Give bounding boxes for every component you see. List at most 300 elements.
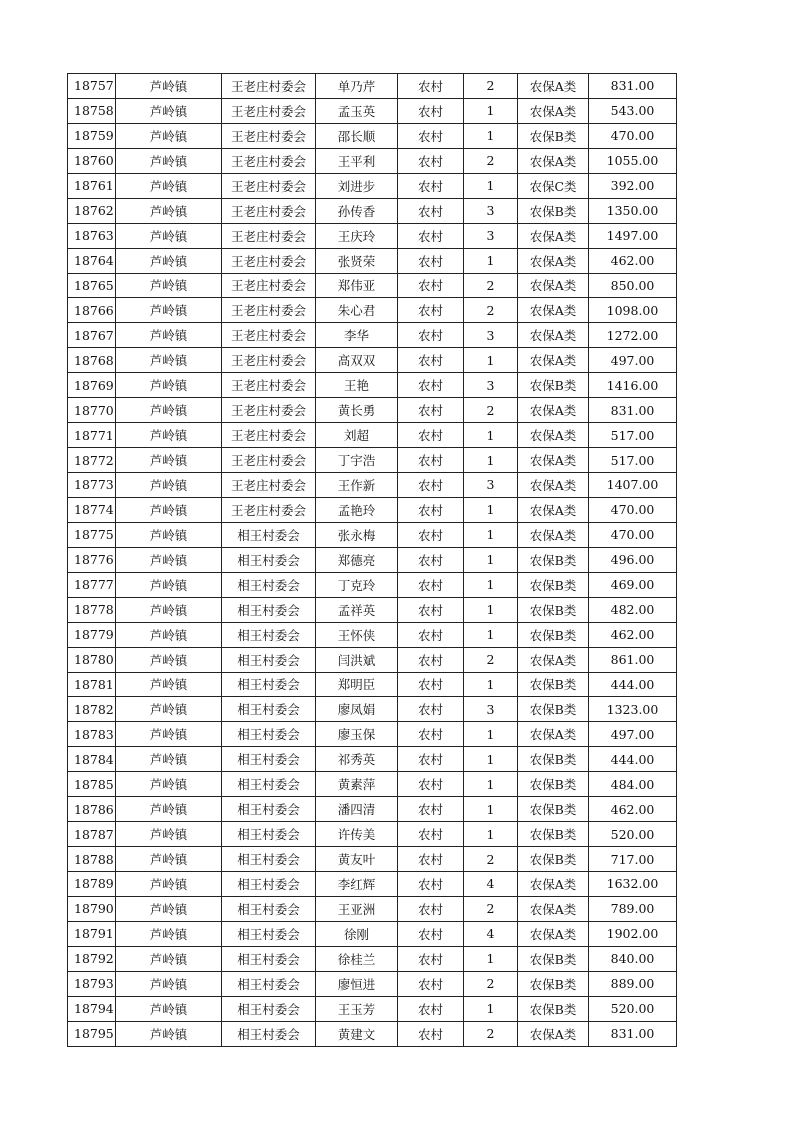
household-size-cell: 1 — [464, 547, 518, 572]
table-row — [68, 872, 677, 897]
table-row — [68, 74, 677, 99]
category-cell: 农保A类 — [518, 223, 589, 248]
name-cell: 孟玉英 — [316, 98, 398, 123]
area-type-cell: 农村 — [398, 273, 464, 298]
village-committee-cell: 王老庄村委会 — [222, 273, 316, 298]
village-committee-cell: 相王村委会 — [222, 772, 316, 797]
table-row — [68, 747, 677, 772]
household-size-cell: 1 — [464, 722, 518, 747]
village-committee-cell: 王老庄村委会 — [222, 198, 316, 223]
town-cell: 芦岭镇 — [116, 423, 222, 448]
village-committee-cell: 王老庄村委会 — [222, 323, 316, 348]
area-type-cell: 农村 — [398, 348, 464, 373]
table-row — [68, 772, 677, 797]
town-cell: 芦岭镇 — [116, 996, 222, 1021]
name-cell: 黄友叶 — [316, 847, 398, 872]
table-row — [68, 547, 677, 572]
household-size-cell: 1 — [464, 622, 518, 647]
village-committee-cell: 相王村委会 — [222, 996, 316, 1021]
table-row — [68, 98, 677, 123]
village-committee-cell: 相王村委会 — [222, 697, 316, 722]
amount-cell: 462.00 — [589, 622, 677, 647]
category-cell: 农保C类 — [518, 173, 589, 198]
town-cell: 芦岭镇 — [116, 772, 222, 797]
serial-number-cell: 18784 — [68, 747, 116, 772]
household-size-cell: 1 — [464, 423, 518, 448]
name-cell: 孙传香 — [316, 198, 398, 223]
area-type-cell: 农村 — [398, 672, 464, 697]
category-cell: 农保A类 — [518, 921, 589, 946]
amount-cell: 497.00 — [589, 348, 677, 373]
table-row — [68, 348, 677, 373]
table-row — [68, 697, 677, 722]
household-size-cell: 1 — [464, 946, 518, 971]
household-size-cell: 2 — [464, 398, 518, 423]
area-type-cell: 农村 — [398, 822, 464, 847]
amount-cell: 840.00 — [589, 946, 677, 971]
village-committee-cell: 王老庄村委会 — [222, 398, 316, 423]
category-cell: 农保B类 — [518, 946, 589, 971]
amount-cell: 1350.00 — [589, 198, 677, 223]
serial-number-cell: 18773 — [68, 473, 116, 498]
town-cell: 芦岭镇 — [116, 522, 222, 547]
serial-number-cell: 18793 — [68, 971, 116, 996]
amount-cell: 496.00 — [589, 547, 677, 572]
amount-cell: 1416.00 — [589, 373, 677, 398]
household-size-cell: 2 — [464, 298, 518, 323]
table-row — [68, 597, 677, 622]
amount-cell: 462.00 — [589, 797, 677, 822]
household-size-cell: 1 — [464, 797, 518, 822]
category-cell: 农保A类 — [518, 473, 589, 498]
household-size-cell: 1 — [464, 98, 518, 123]
area-type-cell: 农村 — [398, 747, 464, 772]
town-cell: 芦岭镇 — [116, 622, 222, 647]
town-cell: 芦岭镇 — [116, 74, 222, 99]
area-type-cell: 农村 — [398, 473, 464, 498]
category-cell: 农保A类 — [518, 348, 589, 373]
table-row — [68, 797, 677, 822]
town-cell: 芦岭镇 — [116, 323, 222, 348]
town-cell: 芦岭镇 — [116, 946, 222, 971]
name-cell: 王平利 — [316, 148, 398, 173]
village-committee-cell: 相王村委会 — [222, 647, 316, 672]
town-cell: 芦岭镇 — [116, 896, 222, 921]
town-cell: 芦岭镇 — [116, 797, 222, 822]
category-cell: 农保B类 — [518, 847, 589, 872]
serial-number-cell: 18767 — [68, 323, 116, 348]
name-cell: 潘四清 — [316, 797, 398, 822]
category-cell: 农保A类 — [518, 448, 589, 473]
serial-number-cell: 18763 — [68, 223, 116, 248]
serial-number-cell: 18786 — [68, 797, 116, 822]
village-committee-cell: 相王村委会 — [222, 822, 316, 847]
serial-number-cell: 18795 — [68, 1021, 116, 1046]
village-committee-cell: 相王村委会 — [222, 872, 316, 897]
amount-cell: 717.00 — [589, 847, 677, 872]
amount-cell: 517.00 — [589, 448, 677, 473]
village-committee-cell: 相王村委会 — [222, 921, 316, 946]
household-size-cell: 1 — [464, 772, 518, 797]
area-type-cell: 农村 — [398, 323, 464, 348]
table-row — [68, 173, 677, 198]
area-type-cell: 农村 — [398, 522, 464, 547]
area-type-cell: 农村 — [398, 921, 464, 946]
serial-number-cell: 18779 — [68, 622, 116, 647]
table-row — [68, 672, 677, 697]
table-row — [68, 298, 677, 323]
category-cell: 农保A类 — [518, 298, 589, 323]
serial-number-cell: 18791 — [68, 921, 116, 946]
town-cell: 芦岭镇 — [116, 697, 222, 722]
name-cell: 张贤荣 — [316, 248, 398, 273]
table-row — [68, 398, 677, 423]
amount-cell: 470.00 — [589, 497, 677, 522]
name-cell: 邵长顺 — [316, 123, 398, 148]
village-committee-cell: 王老庄村委会 — [222, 373, 316, 398]
town-cell: 芦岭镇 — [116, 448, 222, 473]
village-committee-cell: 相王村委会 — [222, 547, 316, 572]
name-cell: 孟艳玲 — [316, 497, 398, 522]
amount-cell: 831.00 — [589, 1021, 677, 1046]
serial-number-cell: 18757 — [68, 74, 116, 99]
name-cell: 张永梅 — [316, 522, 398, 547]
category-cell: 农保A类 — [518, 423, 589, 448]
amount-cell: 543.00 — [589, 98, 677, 123]
name-cell: 许传美 — [316, 822, 398, 847]
name-cell: 朱心君 — [316, 298, 398, 323]
town-cell: 芦岭镇 — [116, 872, 222, 897]
category-cell: 农保B类 — [518, 622, 589, 647]
amount-cell: 1055.00 — [589, 148, 677, 173]
name-cell: 王亚洲 — [316, 896, 398, 921]
serial-number-cell: 18771 — [68, 423, 116, 448]
serial-number-cell: 18774 — [68, 497, 116, 522]
name-cell: 祁秀英 — [316, 747, 398, 772]
table-row — [68, 622, 677, 647]
serial-number-cell: 18788 — [68, 847, 116, 872]
table-row — [68, 971, 677, 996]
amount-cell: 1098.00 — [589, 298, 677, 323]
table-row — [68, 946, 677, 971]
area-type-cell: 农村 — [398, 148, 464, 173]
amount-cell: 484.00 — [589, 772, 677, 797]
amount-cell: 470.00 — [589, 522, 677, 547]
village-committee-cell: 相王村委会 — [222, 847, 316, 872]
serial-number-cell: 18765 — [68, 273, 116, 298]
household-size-cell: 1 — [464, 996, 518, 1021]
name-cell: 徐桂兰 — [316, 946, 398, 971]
area-type-cell: 农村 — [398, 697, 464, 722]
amount-cell: 444.00 — [589, 672, 677, 697]
town-cell: 芦岭镇 — [116, 921, 222, 946]
serial-number-cell: 18769 — [68, 373, 116, 398]
table-row — [68, 448, 677, 473]
area-type-cell: 农村 — [398, 946, 464, 971]
name-cell: 王怀侠 — [316, 622, 398, 647]
name-cell: 李红辉 — [316, 872, 398, 897]
village-committee-cell: 相王村委会 — [222, 522, 316, 547]
name-cell: 徐刚 — [316, 921, 398, 946]
town-cell: 芦岭镇 — [116, 173, 222, 198]
amount-cell: 889.00 — [589, 971, 677, 996]
category-cell: 农保A类 — [518, 74, 589, 99]
name-cell: 李华 — [316, 323, 398, 348]
name-cell: 王玉芳 — [316, 996, 398, 1021]
serial-number-cell: 18785 — [68, 772, 116, 797]
village-committee-cell: 相王村委会 — [222, 971, 316, 996]
serial-number-cell: 18766 — [68, 298, 116, 323]
town-cell: 芦岭镇 — [116, 298, 222, 323]
name-cell: 廖玉保 — [316, 722, 398, 747]
area-type-cell: 农村 — [398, 423, 464, 448]
serial-number-cell: 18789 — [68, 872, 116, 897]
area-type-cell: 农村 — [398, 198, 464, 223]
area-type-cell: 农村 — [398, 1021, 464, 1046]
table-row — [68, 921, 677, 946]
household-size-cell: 1 — [464, 572, 518, 597]
area-type-cell: 农村 — [398, 647, 464, 672]
name-cell: 王艳 — [316, 373, 398, 398]
household-size-cell: 1 — [464, 672, 518, 697]
serial-number-cell: 18780 — [68, 647, 116, 672]
amount-cell: 1272.00 — [589, 323, 677, 348]
category-cell: 农保A类 — [518, 248, 589, 273]
area-type-cell: 农村 — [398, 98, 464, 123]
area-type-cell: 农村 — [398, 622, 464, 647]
category-cell: 农保B类 — [518, 547, 589, 572]
household-size-cell: 1 — [464, 348, 518, 373]
category-cell: 农保A类 — [518, 148, 589, 173]
name-cell: 孟祥英 — [316, 597, 398, 622]
village-committee-cell: 王老庄村委会 — [222, 248, 316, 273]
area-type-cell: 农村 — [398, 772, 464, 797]
name-cell: 丁克玲 — [316, 572, 398, 597]
serial-number-cell: 18781 — [68, 672, 116, 697]
table-row — [68, 248, 677, 273]
amount-cell: 1323.00 — [589, 697, 677, 722]
category-cell: 农保A类 — [518, 98, 589, 123]
household-size-cell: 2 — [464, 847, 518, 872]
name-cell: 廖恒进 — [316, 971, 398, 996]
table-row — [68, 996, 677, 1021]
town-cell: 芦岭镇 — [116, 1021, 222, 1046]
village-committee-cell: 王老庄村委会 — [222, 448, 316, 473]
category-cell: 农保A类 — [518, 398, 589, 423]
village-committee-cell: 相王村委会 — [222, 722, 316, 747]
serial-number-cell: 18790 — [68, 896, 116, 921]
name-cell: 郑伟亚 — [316, 273, 398, 298]
name-cell: 黄建文 — [316, 1021, 398, 1046]
household-size-cell: 3 — [464, 223, 518, 248]
table-row — [68, 822, 677, 847]
village-committee-cell: 相王村委会 — [222, 572, 316, 597]
amount-cell: 520.00 — [589, 996, 677, 1021]
area-type-cell: 农村 — [398, 896, 464, 921]
amount-cell: 831.00 — [589, 398, 677, 423]
table-row — [68, 896, 677, 921]
serial-number-cell: 18772 — [68, 448, 116, 473]
serial-number-cell: 18760 — [68, 148, 116, 173]
area-type-cell: 农村 — [398, 971, 464, 996]
serial-number-cell: 18792 — [68, 946, 116, 971]
amount-cell: 520.00 — [589, 822, 677, 847]
town-cell: 芦岭镇 — [116, 123, 222, 148]
area-type-cell: 农村 — [398, 74, 464, 99]
category-cell: 农保B类 — [518, 198, 589, 223]
household-size-cell: 1 — [464, 123, 518, 148]
serial-number-cell: 18761 — [68, 173, 116, 198]
category-cell: 农保A类 — [518, 1021, 589, 1046]
town-cell: 芦岭镇 — [116, 647, 222, 672]
category-cell: 农保A类 — [518, 497, 589, 522]
household-size-cell: 1 — [464, 822, 518, 847]
serial-number-cell: 18775 — [68, 522, 116, 547]
household-size-cell: 2 — [464, 74, 518, 99]
serial-number-cell: 18794 — [68, 996, 116, 1021]
amount-cell: 1407.00 — [589, 473, 677, 498]
table-row — [68, 847, 677, 872]
category-cell: 农保A类 — [518, 273, 589, 298]
area-type-cell: 农村 — [398, 448, 464, 473]
household-size-cell: 1 — [464, 173, 518, 198]
area-type-cell: 农村 — [398, 722, 464, 747]
town-cell: 芦岭镇 — [116, 198, 222, 223]
village-committee-cell: 王老庄村委会 — [222, 473, 316, 498]
name-cell: 黄素萍 — [316, 772, 398, 797]
amount-cell: 469.00 — [589, 572, 677, 597]
village-committee-cell: 相王村委会 — [222, 622, 316, 647]
village-committee-cell: 王老庄村委会 — [222, 123, 316, 148]
category-cell: 农保B类 — [518, 597, 589, 622]
area-type-cell: 农村 — [398, 847, 464, 872]
village-committee-cell: 王老庄村委会 — [222, 298, 316, 323]
serial-number-cell: 18776 — [68, 547, 116, 572]
category-cell: 农保A类 — [518, 323, 589, 348]
table-row — [68, 148, 677, 173]
amount-cell: 497.00 — [589, 722, 677, 747]
table-row — [68, 273, 677, 298]
category-cell: 农保B类 — [518, 572, 589, 597]
amount-cell: 392.00 — [589, 173, 677, 198]
table-row — [68, 497, 677, 522]
village-committee-cell: 相王村委会 — [222, 597, 316, 622]
household-size-cell: 2 — [464, 896, 518, 921]
area-type-cell: 农村 — [398, 996, 464, 1021]
amount-cell: 1902.00 — [589, 921, 677, 946]
town-cell: 芦岭镇 — [116, 98, 222, 123]
village-committee-cell: 王老庄村委会 — [222, 423, 316, 448]
town-cell: 芦岭镇 — [116, 572, 222, 597]
amount-cell: 861.00 — [589, 647, 677, 672]
household-size-cell: 3 — [464, 373, 518, 398]
town-cell: 芦岭镇 — [116, 497, 222, 522]
area-type-cell: 农村 — [398, 797, 464, 822]
table-row — [68, 223, 677, 248]
table-row — [68, 323, 677, 348]
town-cell: 芦岭镇 — [116, 971, 222, 996]
table-row — [68, 572, 677, 597]
amount-cell: 470.00 — [589, 123, 677, 148]
area-type-cell: 农村 — [398, 373, 464, 398]
town-cell: 芦岭镇 — [116, 223, 222, 248]
household-size-cell: 2 — [464, 647, 518, 672]
category-cell: 农保B类 — [518, 797, 589, 822]
table-row — [68, 198, 677, 223]
village-committee-cell: 王老庄村委会 — [222, 223, 316, 248]
area-type-cell: 农村 — [398, 572, 464, 597]
area-type-cell: 农村 — [398, 597, 464, 622]
table-row — [68, 473, 677, 498]
serial-number-cell: 18768 — [68, 348, 116, 373]
data-table — [67, 73, 677, 1047]
table-row — [68, 423, 677, 448]
household-size-cell: 3 — [464, 697, 518, 722]
area-type-cell: 农村 — [398, 173, 464, 198]
household-size-cell: 1 — [464, 248, 518, 273]
amount-cell: 517.00 — [589, 423, 677, 448]
village-committee-cell: 相王村委会 — [222, 672, 316, 697]
village-committee-cell: 王老庄村委会 — [222, 348, 316, 373]
village-committee-cell: 王老庄村委会 — [222, 173, 316, 198]
amount-cell: 850.00 — [589, 273, 677, 298]
category-cell: 农保B类 — [518, 996, 589, 1021]
name-cell: 高双双 — [316, 348, 398, 373]
table-body — [68, 74, 677, 1047]
village-committee-cell: 王老庄村委会 — [222, 98, 316, 123]
household-size-cell: 2 — [464, 148, 518, 173]
table-row — [68, 373, 677, 398]
town-cell: 芦岭镇 — [116, 747, 222, 772]
town-cell: 芦岭镇 — [116, 597, 222, 622]
serial-number-cell: 18777 — [68, 572, 116, 597]
town-cell: 芦岭镇 — [116, 248, 222, 273]
category-cell: 农保A类 — [518, 722, 589, 747]
area-type-cell: 农村 — [398, 398, 464, 423]
town-cell: 芦岭镇 — [116, 373, 222, 398]
category-cell: 农保B类 — [518, 123, 589, 148]
town-cell: 芦岭镇 — [116, 273, 222, 298]
amount-cell: 482.00 — [589, 597, 677, 622]
category-cell: 农保B类 — [518, 772, 589, 797]
serial-number-cell: 18783 — [68, 722, 116, 747]
household-size-cell: 1 — [464, 597, 518, 622]
town-cell: 芦岭镇 — [116, 847, 222, 872]
name-cell: 王作新 — [316, 473, 398, 498]
serial-number-cell: 18759 — [68, 123, 116, 148]
name-cell: 丁宇浩 — [316, 448, 398, 473]
category-cell: 农保B类 — [518, 373, 589, 398]
table-row — [68, 647, 677, 672]
village-committee-cell: 王老庄村委会 — [222, 148, 316, 173]
name-cell: 郑明臣 — [316, 672, 398, 697]
name-cell: 王庆玲 — [316, 223, 398, 248]
name-cell: 刘超 — [316, 423, 398, 448]
town-cell: 芦岭镇 — [116, 473, 222, 498]
serial-number-cell: 18787 — [68, 822, 116, 847]
town-cell: 芦岭镇 — [116, 398, 222, 423]
household-size-cell: 1 — [464, 522, 518, 547]
name-cell: 郑德亮 — [316, 547, 398, 572]
table-row — [68, 1021, 677, 1046]
household-size-cell: 1 — [464, 747, 518, 772]
household-size-cell: 4 — [464, 872, 518, 897]
category-cell: 农保B类 — [518, 971, 589, 996]
category-cell: 农保B类 — [518, 822, 589, 847]
village-committee-cell: 相王村委会 — [222, 747, 316, 772]
town-cell: 芦岭镇 — [116, 822, 222, 847]
serial-number-cell: 18782 — [68, 697, 116, 722]
